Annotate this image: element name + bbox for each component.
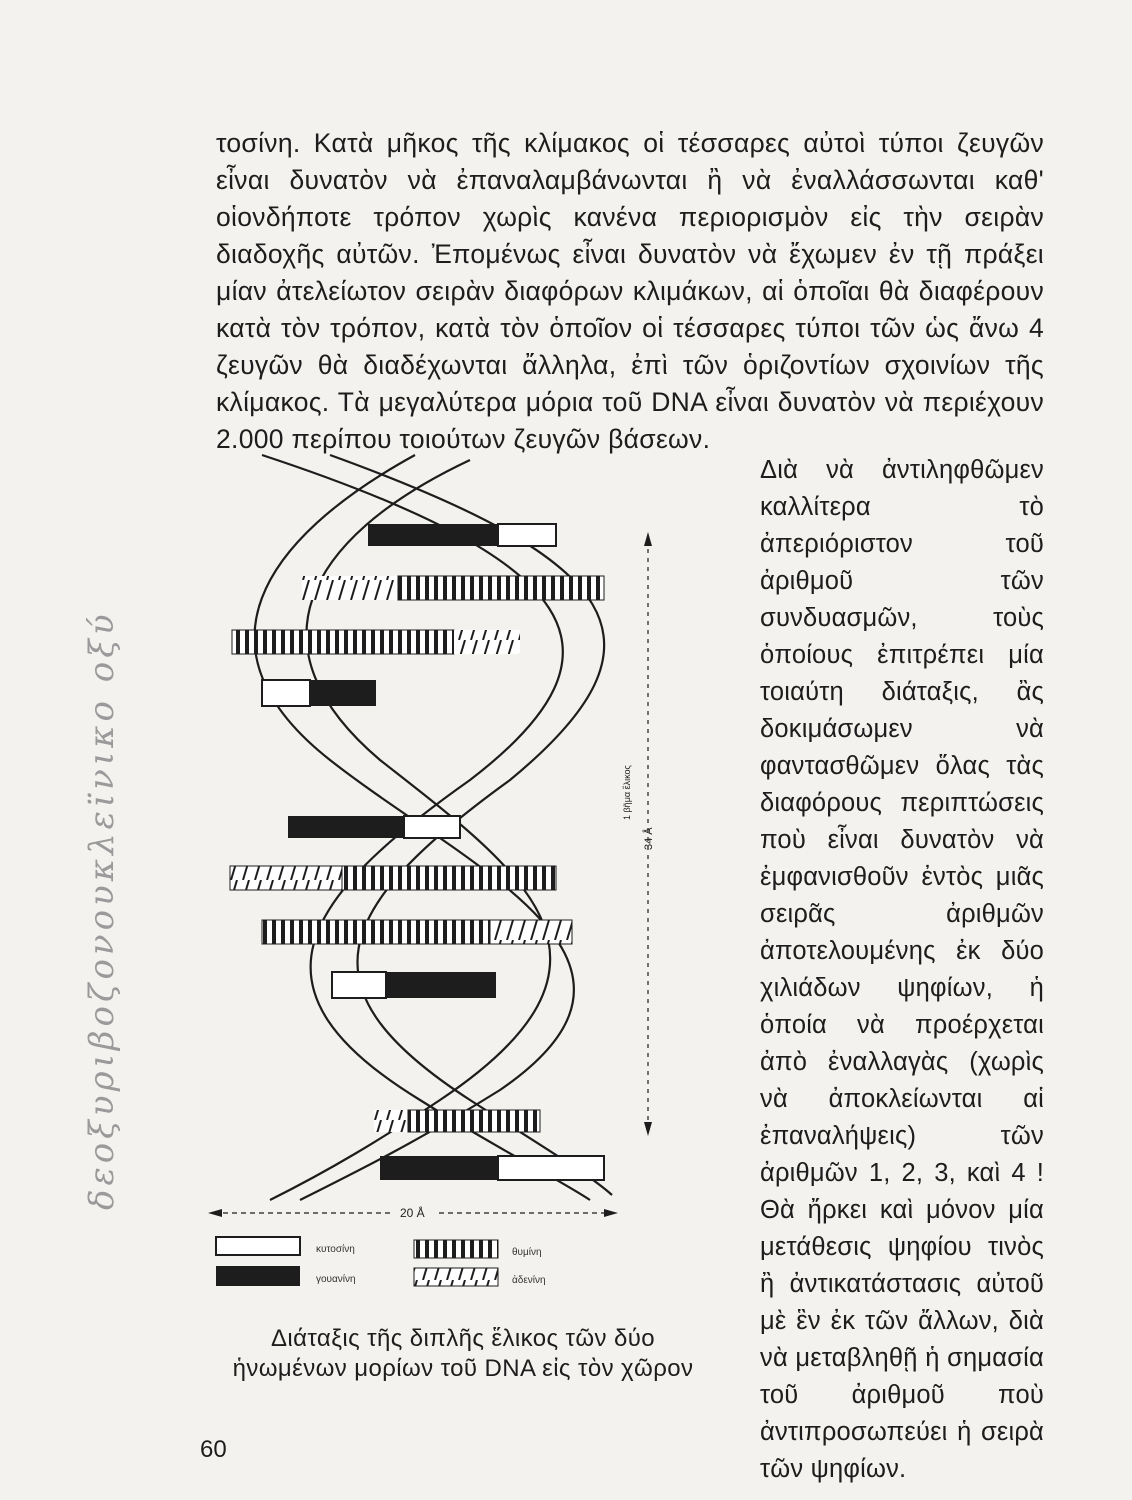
legend-item-cytosine [216,1237,355,1255]
base-pair-2 [302,576,604,600]
pitch-measurement [622,532,655,1136]
pitch-label: 34 Å [643,827,655,850]
cytosine-block [498,1156,604,1180]
base-pair-4 [262,680,376,706]
base-pair-3 [232,630,520,654]
legend-label-adenine: ἀδενίνη [512,1275,546,1286]
adenine-block [490,920,572,944]
guanine-block [288,816,404,838]
legend-item-guanine [216,1266,356,1286]
top-paragraph: τοσίνη. Κατὰ μῆκος τῆς κλίμακος οἱ τέσσαρες αὐτοὶ τύποι ζευγῶν εἶναι δυνατὸν νὰ ἐπαναλαμβάνωνται ἢ νὰ ἐναλλάσσωνται καθ' οἱονδήποτε τρόπον χωρὶς κανένα περιορισμὸν εἰς τὴν σειρὰν διαδοχῆς αὐτῶν. Ἐπομένως εἶναι δυνατὸν νὰ ἔχωμεν ἐν τῇ πράξει μίαν ἀτελείωτον σειρὰν διαφόρων κλιμάκων, αἱ ὁποῖαι θὰ διαφέρουν κατὰ τὸν τρόπον, κατὰ τὸν ὁποῖον οἱ τέσσαρες τύποι τῶν ὡς ἄνω 4 ζευγῶν θὰ διαδέχωνται ἄλληλα, ἐπὶ τῶν ὁριζοντίων σχοινίων τῆς κλίμακος. Τὰ μεγαλύτερα μόρια τοῦ DNA εἶναι δυνατὸν νὰ περιέχουν 2.000 περίπου τοιούτων ζευγῶν βάσεων. [216,128,1044,454]
cytosine-block [332,972,386,998]
cytosine-block [498,524,556,546]
legend-label-guanine: γουανίνη [316,1274,356,1285]
guanine-block [368,524,498,546]
base-pair-8 [332,972,496,998]
legend-label-cytosine: κυτοσίνη [316,1244,355,1255]
thymine-block [408,1110,540,1132]
guanine-block [386,972,496,998]
adenine-block [230,866,342,890]
thymine-block [262,920,490,944]
width-measurement [208,1202,618,1220]
figure-caption [214,1324,712,1384]
thymine-block [342,866,556,890]
caption-line-1: Διάταξις τῆς διπλῆς ἕλικος τῶν δύο [270,1325,656,1352]
adenine-block [302,576,398,600]
legend-label-thymine: θυμίνη [512,1247,542,1258]
turn-label: 1 βῆμα ἕλικος [622,765,632,820]
cytosine-block [262,680,310,706]
side-paragraph: Διὰ νὰ ἀντιληφθῶμεν καλλίτερα τὸ ἀπεριόριστον τοῦ ἀριθμοῦ τῶν συνδυασμῶν, τοὺς ὁποίους ἐπιτρέπει μία τοιαύτη διάταξις, ἂς δοκιμάσωμεν νὰ φαντασθῶμεν ὅλας τὰς διαφόρους περιπτώσεις ποὺ εἶναι δυνατὸν νὰ ἐμφανισθοῦν ἐντὸς μιᾶς σειρᾶς ἀριθμῶν ἀποτελουμένης ἐκ δύο χιλιάδων ψηφίων, ἡ ὁποία νὰ προέρχεται ἀπὸ ἐναλλαγὰς (χωρὶς νὰ ἀποκλείωνται αἱ ἐπαναλήψεις) τῶν ἀριθμῶν 1, 2, 3, καὶ 4 ! Θὰ ἤρκει καὶ μόνον μία μετάθεσις ψηφίου τινὸς ἢ ἀντικατάστασις αὐτοῦ μὲ ἓν ἐκ τῶν ἄλλων, διὰ νὰ μεταβληθῇ ἡ σημασία τοῦ ἀριθμοῦ ποὺ ἀντιπροσωπεύει ἡ σειρὰ τῶν ψηφίων. [760,456,1044,1483]
cytosine-block [404,816,460,838]
guanine-block [380,1156,498,1180]
thymine-block [398,576,604,600]
guanine-swatch [216,1266,300,1286]
adenine-block [454,630,520,654]
base-pair-5 [288,816,460,838]
caption-line-2: ἡνωμένων μορίων τοῦ DNA εἰς τὸν χῶρον [232,1355,694,1382]
legend-item-adenine [414,1268,546,1286]
handwritten-margin-note: δεοξυριβοζονουκλεϊνικο οξύ [82,610,122,1210]
base-pair-10 [380,1156,604,1180]
legend-item-thymine [414,1240,542,1258]
base-pair-6 [230,866,556,890]
thymine-swatch [414,1240,498,1258]
base-pair-7 [262,920,572,944]
legend [216,1237,546,1286]
cytosine-swatch [216,1237,300,1255]
adenine-swatch [414,1268,498,1286]
adenine-block [374,1110,408,1132]
base-pair-1 [368,524,556,546]
guanine-block [310,680,376,706]
page-number: 60 [200,1436,227,1463]
base-pair-9 [374,1110,540,1132]
width-label: 20 Å [400,1206,425,1220]
thymine-block [232,630,454,654]
